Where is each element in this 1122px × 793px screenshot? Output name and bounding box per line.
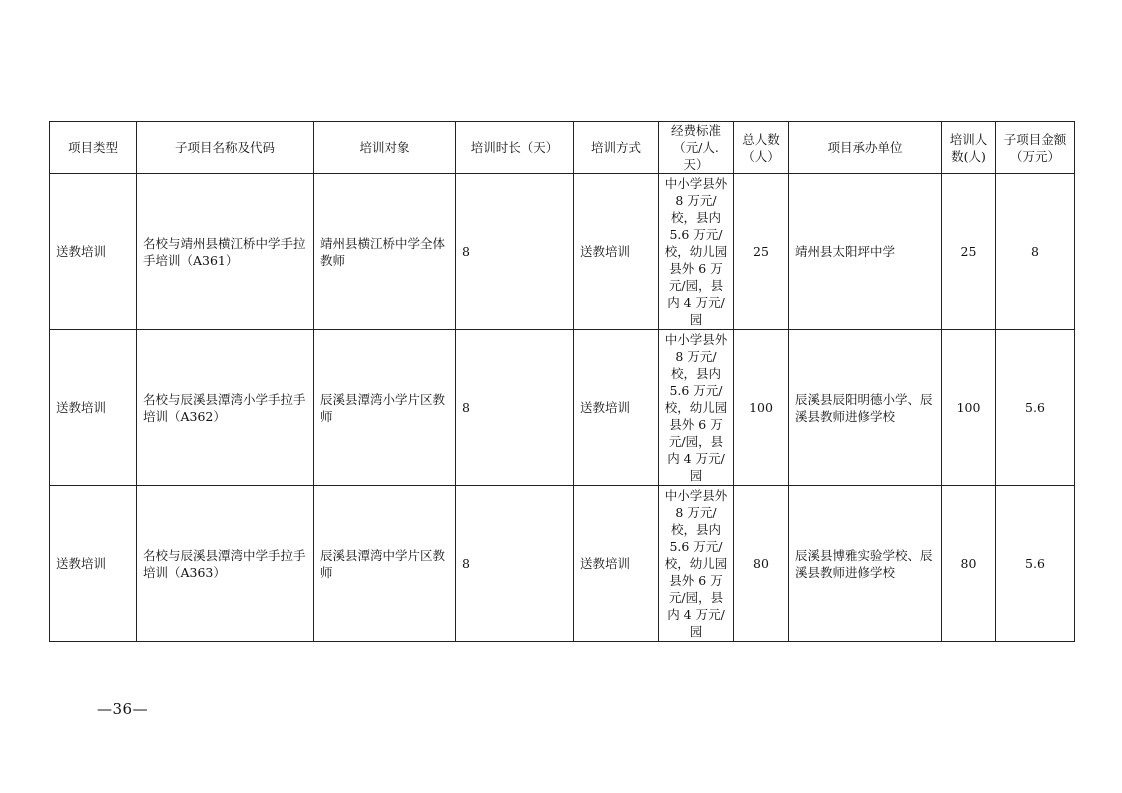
training-projects-table (49, 121, 1075, 642)
cell-project-type: 送教培训 (50, 174, 137, 330)
cell-trainee-count: 25 (942, 174, 996, 330)
header-training-days: 培训时长（天） (456, 122, 574, 174)
cell-trainee-count: 100 (942, 330, 996, 486)
cell-training-target: 靖州县横江桥中学全体教师 (314, 174, 456, 330)
cell-total-people: 80 (734, 486, 789, 642)
cell-training-target: 辰溪县潭湾中学片区教师 (314, 486, 456, 642)
cell-organizer: 辰溪县博雅实验学校、辰溪县教师进修学校 (789, 486, 942, 642)
header-training-method: 培训方式 (574, 122, 659, 174)
cell-training-days: 8 (456, 330, 574, 486)
header-training-target: 培训对象 (314, 122, 456, 174)
table-row (50, 174, 1075, 330)
header-subproject-amount: 子项目金额（万元） (996, 122, 1075, 174)
header-project-type: 项目类型 (50, 122, 137, 174)
cell-project-type: 送教培训 (50, 486, 137, 642)
cell-fee-standard: 中小学县外 8 万元/校，县内 5.6 万元/校，幼儿园县外 6 万元/园，县内 4 万元/园 (659, 330, 734, 486)
cell-training-days: 8 (456, 174, 574, 330)
cell-organizer: 靖州县太阳坪中学 (789, 174, 942, 330)
cell-total-people: 100 (734, 330, 789, 486)
header-subproject-name: 子项目名称及代码 (137, 122, 314, 174)
table-header-row (50, 122, 1075, 174)
cell-subproject-amount: 5.6 (996, 330, 1075, 486)
header-organizer: 项目承办单位 (789, 122, 942, 174)
cell-training-method: 送教培训 (574, 330, 659, 486)
cell-subproject-amount: 5.6 (996, 486, 1075, 642)
cell-trainee-count: 80 (942, 486, 996, 642)
cell-project-type: 送教培训 (50, 330, 137, 486)
cell-subproject-name: 名校与辰溪县潭湾小学手拉手培训（A362） (137, 330, 314, 486)
cell-subproject-name: 名校与辰溪县潭湾中学手拉手培训（A363） (137, 486, 314, 642)
table-row (50, 486, 1075, 642)
cell-training-target: 辰溪县潭湾小学片区教师 (314, 330, 456, 486)
table-row (50, 330, 1075, 486)
cell-subproject-amount: 8 (996, 174, 1075, 330)
cell-fee-standard: 中小学县外 8 万元/校，县内 5.6 万元/校，幼儿园县外 6 万元/园，县内 4 万元/园 (659, 174, 734, 330)
header-trainee-count: 培训人数(人) (942, 122, 996, 174)
cell-total-people: 25 (734, 174, 789, 330)
header-total-people: 总人数（人） (734, 122, 789, 174)
cell-training-method: 送教培训 (574, 486, 659, 642)
cell-organizer: 辰溪县辰阳明德小学、辰溪县教师进修学校 (789, 330, 942, 486)
cell-training-method: 送教培训 (574, 174, 659, 330)
cell-subproject-name: 名校与靖州县横江桥中学手拉手培训（A361） (137, 174, 314, 330)
page-number: —36— (97, 700, 149, 718)
header-fee-standard: 经费标准（元/人.天） (659, 122, 734, 174)
cell-fee-standard: 中小学县外 8 万元/校，县内 5.6 万元/校，幼儿园县外 6 万元/园，县内 4 万元/园 (659, 486, 734, 642)
cell-training-days: 8 (456, 486, 574, 642)
